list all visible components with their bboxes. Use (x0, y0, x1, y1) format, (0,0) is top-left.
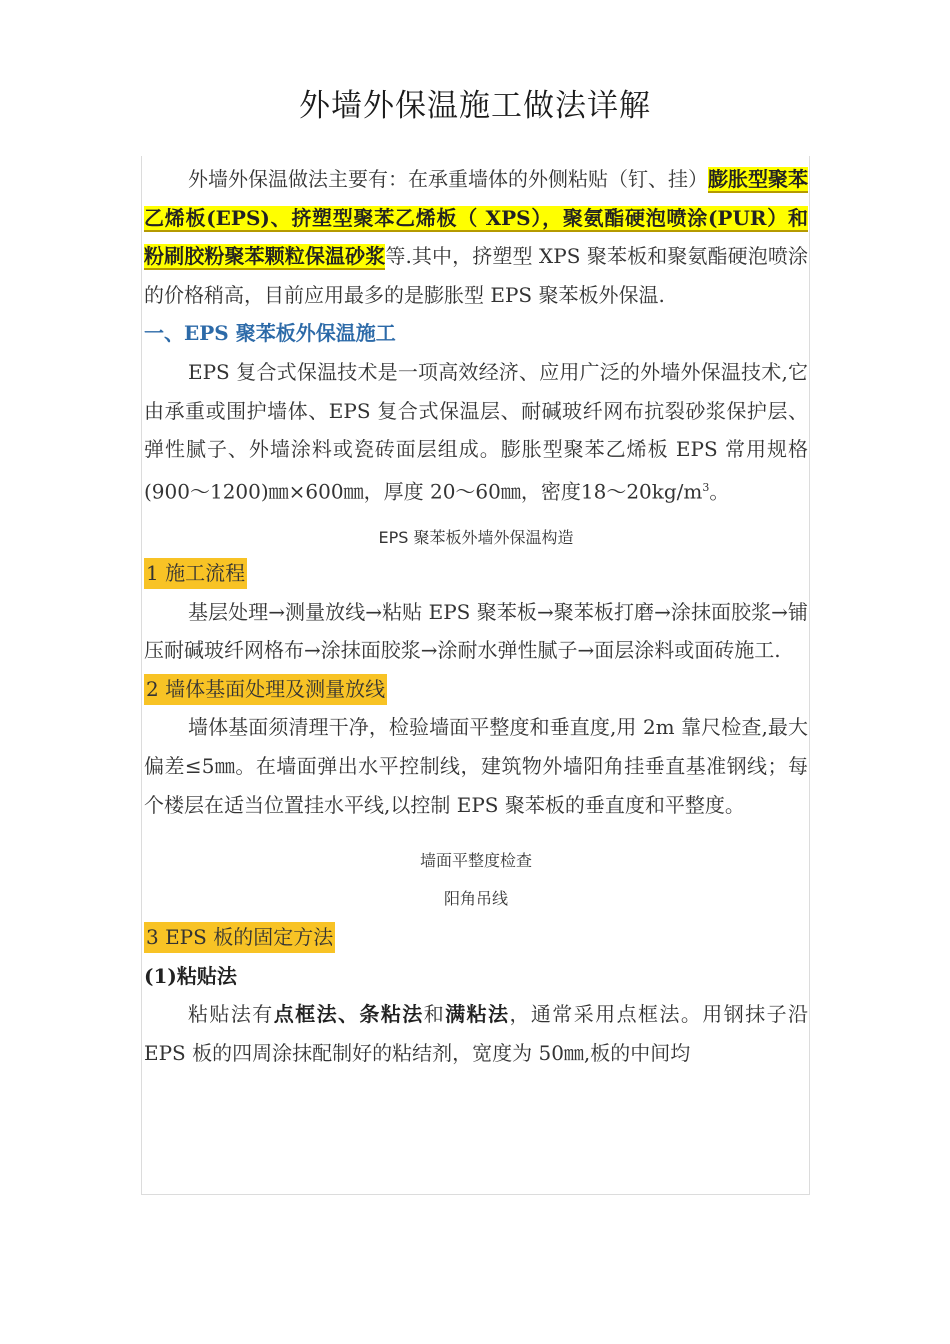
section1-body: EPS 复合式保温技术是一项高效经济、应用广泛的外墙外保温技术,它由承重或围护墙体、EPS 复合式保温层、耐碱玻纤网布抗裂砂浆保护层、弹性腻子、外墙涂料或瓷砖面层组成。膨胀型聚苯乙烯板 EPS 常用规格(900～1200)㎜×600㎜，厚度 20～60㎜，密度18～20kg/m (144, 359, 808, 504)
section1-body-end: 。 (709, 479, 730, 504)
figure-caption-structure: EPS 聚苯板外墙外保温构造 (378, 528, 574, 547)
step1-heading: 1 施工流程 (144, 558, 247, 589)
step3-bold-a: 点框法、条粘法 (273, 1002, 424, 1027)
step1-heading-row (144, 554, 808, 593)
step1-paragraph: 基层处理→测量放线→粘贴 EPS 聚苯板→聚苯板打磨→涂抹面胶浆→铺压耐碱玻纤网格布→涂抹面胶浆→涂耐水弹性腻子→面层涂料或面砖施工. (144, 599, 808, 663)
step3-text-b: 和 (423, 1002, 446, 1027)
step2-heading: 2 墙体基面处理及测量放线 (144, 674, 387, 705)
section1-superscript: 3 (702, 480, 710, 494)
figure-caption-flatness: 墙面平整度检查 (419, 851, 532, 871)
step3-text-a: 粘贴法有 (188, 1002, 274, 1027)
intro-text-before: 外墙外保温做法主要有：在承重墙体的外侧粘贴（钉、挂） (188, 167, 708, 191)
step3-bold-b: 满粘法 (445, 1002, 510, 1027)
intro-paragraph (144, 160, 808, 314)
step2-paragraph: 墙体基面须清理干净，检验墙面平整度和垂直度,用 2m 靠尺检查,最大偏差≤5㎜。在墙面弹出水平控制线，建筑物外墙阳角挂垂直基准钢线；每个楼层在适当位置挂水平线,以控制 EPS 聚苯板的垂直度和平整度。 (144, 715, 808, 817)
step3-heading-row (144, 918, 808, 957)
step3-paragraph (144, 995, 808, 1072)
step2-heading-row (144, 670, 808, 709)
step3-subheading: (1)粘贴法 (144, 963, 237, 988)
intro-text-after: 等.其中，挤塑型 XPS 聚苯板和聚氨酯硬泡喷涂的价格稍高，目前应用最多的是膨胀型 EPS 聚苯板外保温. (144, 244, 809, 307)
intro-highlight: 膨胀型聚苯乙烯板(EPS)、挤塑型聚苯乙烯板（ XPS），聚氨酯硬泡喷涂(PUR）和粉刷胶粉聚苯颗粒保温砂浆 (144, 167, 808, 269)
section1-paragraph (144, 353, 808, 511)
document-body (144, 160, 808, 1073)
figure-caption-plumb: 阳角吊线 (443, 889, 508, 909)
step3-heading: 3 EPS 板的固定方法 (144, 922, 335, 953)
document-title: 外墙外保温施工做法详解 (299, 88, 651, 124)
section1-heading: 一、EPS 聚苯板外保温施工 (144, 321, 396, 346)
step3-text-c: ，通常采用点框法。用钢抹子沿 EPS 板的四周涂抹配制好的粘结剂，宽度为 50㎜,板的中间均 (144, 1002, 809, 1065)
